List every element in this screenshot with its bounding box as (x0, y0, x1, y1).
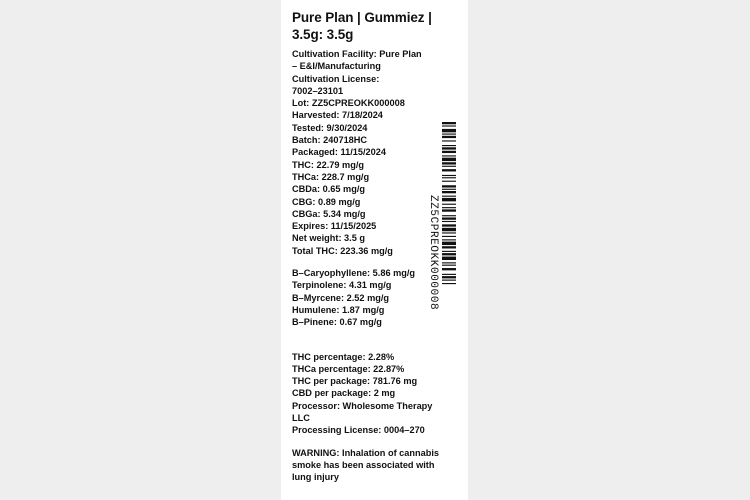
barcode-bar (442, 147, 456, 149)
detail-line: Lot: ZZ5CPREOKK000008 (292, 98, 405, 109)
barcode-bar (442, 196, 456, 197)
terpene-line: Terpinolene: 4.31 mg/g (292, 280, 392, 291)
barcode-bar (442, 221, 456, 222)
barcode-bar (442, 122, 456, 124)
barcode-bar (442, 268, 456, 270)
terpene-line: B–Caryophyllene: 5.86 mg/g (292, 268, 416, 279)
summary-line: THC percentage: 2.28% (292, 351, 395, 362)
detail-line: Expires: 11/15/2025 (292, 221, 377, 232)
detail-line: CBG: 0.89 mg/g (292, 196, 361, 207)
summary-line: THC per package: 781.76 mg (292, 376, 418, 387)
details-list (292, 48, 442, 257)
product-label (281, 0, 468, 500)
barcode-bar (442, 189, 456, 190)
barcode-bar (442, 162, 456, 164)
detail-line: – E&I/Manufacturing (292, 61, 381, 72)
summary-line: Processing License: 0004–270 (292, 425, 425, 436)
barcode-bar (442, 166, 456, 167)
barcode-bar (442, 257, 456, 260)
barcode (442, 122, 466, 384)
detail-line: THCa: 228.7 mg/g (292, 171, 370, 182)
summary-line: Processor: Wholesome Therapy LLC (292, 400, 433, 424)
barcode-bar (442, 262, 456, 263)
detail-line: Tested: 9/30/2024 (292, 122, 368, 133)
barcode-bar (442, 228, 456, 231)
detail-line: CBGa: 5.34 mg/g (292, 208, 366, 219)
barcode-bar (442, 175, 456, 176)
terpene-line: B–Myrcene: 2.52 mg/g (292, 292, 390, 303)
barcode-bar (442, 191, 456, 193)
detail-line: 7002–23101 (292, 85, 344, 96)
barcode-bar (442, 253, 456, 255)
barcode-bar (442, 155, 456, 156)
terpene-line: B–Pinene: 0.67 mg/g (292, 317, 382, 328)
detail-line: Cultivation Facility: Pure Plan (292, 49, 422, 59)
barcode-bar (442, 242, 456, 245)
barcode-bar (442, 185, 456, 187)
barcode-bar (442, 181, 456, 182)
barcode-bar (442, 251, 456, 252)
barcode-bar (442, 283, 456, 284)
barcode-bar (442, 145, 456, 146)
detail-line: Cultivation License: (292, 73, 380, 84)
barcode-bar (442, 134, 456, 135)
product-title: Pure Plan | Gummiez | 3.5g: 3.5g (292, 10, 432, 42)
detail-line: Batch: 240718HC (292, 135, 368, 146)
detail-line: CBDa: 0.65 mg/g (292, 184, 366, 195)
barcode-bar (442, 239, 456, 240)
barcode-bar (442, 246, 456, 248)
barcode-bar (442, 198, 456, 201)
barcode-bar (442, 224, 456, 226)
barcode-bar (442, 140, 456, 141)
barcode-bar (442, 265, 456, 266)
detail-line: Total THC: 223.36 mg/g (292, 245, 393, 256)
barcode-bar (442, 209, 456, 211)
barcode-bar (442, 158, 456, 161)
barcode-bar (442, 207, 456, 208)
barcode-bar (442, 274, 456, 275)
barcode-bar (442, 125, 456, 126)
detail-line: Packaged: 11/15/2024 (292, 147, 386, 158)
barcode-bar (442, 280, 456, 281)
terpene-line: Humulene: 1.87 mg/g (292, 304, 385, 315)
spacer (292, 437, 442, 447)
barcode-bars (442, 122, 456, 284)
barcode-bar (442, 276, 456, 278)
summary-list (292, 351, 442, 437)
barcode-number: ZZ5CPREOKK000008 (427, 195, 439, 311)
spacer (292, 257, 442, 267)
summary-line: THCa percentage: 22.87% (292, 363, 405, 374)
barcode-bar (442, 177, 456, 178)
label-content (292, 9, 442, 484)
barcode-bar (442, 169, 456, 171)
barcode-bar (442, 236, 456, 237)
detail-line: Harvested: 7/18/2024 (292, 110, 383, 121)
barcode-bar (442, 232, 456, 233)
barcode-bar (442, 215, 456, 216)
terpenes-list (292, 267, 442, 328)
barcode-bar (442, 129, 456, 132)
barcode-bar (442, 217, 456, 219)
detail-line: THC: 22.79 mg/g (292, 159, 364, 170)
detail-line: Net weight: 3.5 g (292, 233, 365, 244)
warning-text: WARNING: Inhalation of cannabis smoke has been associated with lung injury (292, 447, 440, 483)
spacer (292, 329, 442, 351)
barcode-bar (442, 151, 456, 153)
barcode-bar (442, 204, 456, 205)
barcode-bar (442, 136, 456, 138)
summary-line: CBD per package: 2 mg (292, 388, 396, 399)
